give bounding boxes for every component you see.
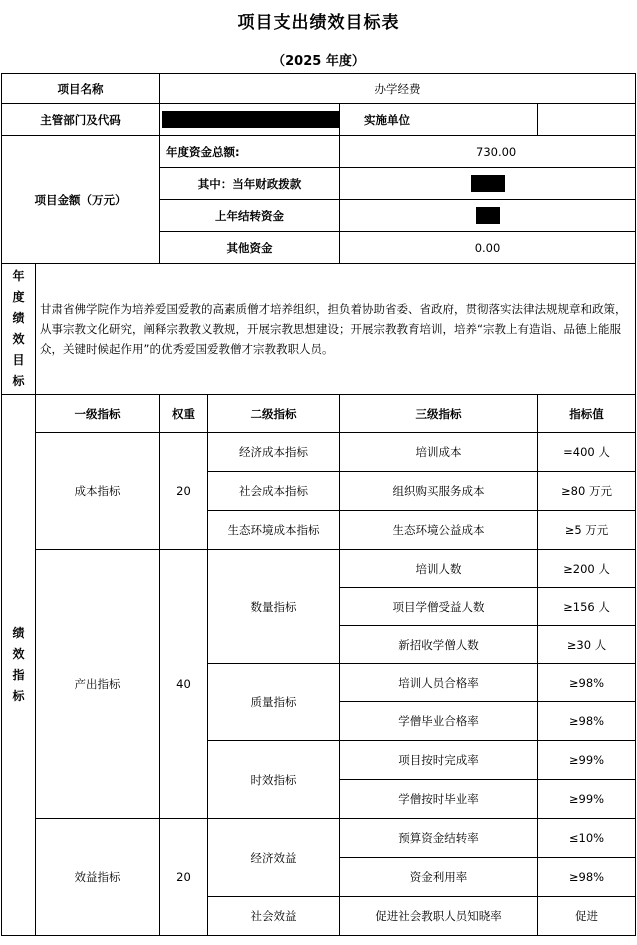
level3-name: 生态环境公益成本 xyxy=(340,511,538,550)
level2-social-cost: 社会成本指标 xyxy=(208,472,340,511)
amount-current-label: 其中：当年财政拨款 xyxy=(160,168,340,200)
level3-value: ≥200 人 xyxy=(538,550,636,588)
level3-name: 培训人员合格率 xyxy=(340,664,538,702)
redacted-block xyxy=(162,111,340,128)
level3-name: 项目按时完成率 xyxy=(340,741,538,780)
page-title: 项目支出绩效目标表 xyxy=(237,13,400,33)
redacted-block xyxy=(476,207,500,224)
impl-label: 实施单位 xyxy=(340,104,538,136)
header-level2: 二级指标 xyxy=(208,395,340,433)
level3-name: 项目学僧受益人数 xyxy=(340,588,538,626)
level3-value: ≥30 人 xyxy=(538,626,636,664)
redacted-block xyxy=(471,175,505,192)
project-name-value: 办学经费 xyxy=(160,74,636,104)
table-row xyxy=(2,819,636,858)
dept-value xyxy=(160,104,340,136)
indicator-label: 绩效指标 xyxy=(2,395,36,936)
level2-econ-cost: 经济成本指标 xyxy=(208,433,340,472)
performance-table xyxy=(1,73,636,936)
header-level3: 三级指标 xyxy=(340,395,538,433)
level2-timeliness: 时效指标 xyxy=(208,741,340,819)
level3-value: ≥98% xyxy=(538,858,636,897)
level3-value: ≥98% xyxy=(538,664,636,702)
impl-value xyxy=(538,104,636,136)
level3-value: ≥156 人 xyxy=(538,588,636,626)
header-weight: 权重 xyxy=(160,395,208,433)
level2-quality: 质量指标 xyxy=(208,664,340,741)
level3-value: 促进 xyxy=(538,897,636,936)
level3-name: 预算资金结转率 xyxy=(340,819,538,858)
department-row xyxy=(2,104,636,136)
table-row xyxy=(2,433,636,472)
level2-econ-benefit: 经济效益 xyxy=(208,819,340,897)
amount-label: 项目金额（万元） xyxy=(2,136,160,264)
level1-output: 产出指标 xyxy=(36,550,160,819)
level3-name: 组织购买服务成本 xyxy=(340,472,538,511)
level3-value: ≥98% xyxy=(538,702,636,741)
dept-label: 主管部门及代码 xyxy=(2,104,160,136)
level2-social-benefit: 社会效益 xyxy=(208,897,340,936)
level3-name: 资金利用率 xyxy=(340,858,538,897)
level3-name: 学僧毕业合格率 xyxy=(340,702,538,741)
level3-name: 学僧按时毕业率 xyxy=(340,780,538,819)
level1-cost: 成本指标 xyxy=(36,433,160,550)
project-name-label: 项目名称 xyxy=(2,74,160,104)
amount-total-label: 年度资金总额: xyxy=(160,136,340,168)
header-level1: 一级指标 xyxy=(36,395,160,433)
level2-eco-cost: 生态环境成本指标 xyxy=(208,511,340,550)
amount-current-value xyxy=(340,168,636,200)
header-value: 指标值 xyxy=(538,395,636,433)
weight-benefit: 20 xyxy=(160,819,208,936)
indicator-header-row xyxy=(2,395,636,433)
weight-output: 40 xyxy=(160,550,208,819)
goal-row xyxy=(2,264,636,395)
level3-value: ≤10% xyxy=(538,819,636,858)
amount-carryover-label: 上年结转资金 xyxy=(160,200,340,232)
level3-name: 培训人数 xyxy=(340,550,538,588)
fiscal-year: （2025 年度） xyxy=(272,54,365,69)
goal-text: 甘肃省佛学院作为培养爱国爱教的高素质僧才培养组织，担负着协助省委、省政府，贯彻落实法律法规规章和政策，从事宗教文化研究，阐释宗教教义教规，开展宗教思想建设；开展宗教教育培训，培养“宗教上有造诣、品德上能服众，关键时候起作用”的优秀爱国爱教僧才宗教教职人员。 xyxy=(36,264,636,395)
level3-name: 新招收学僧人数 xyxy=(340,626,538,664)
amount-carryover-value xyxy=(340,200,636,232)
level3-name: 促进社会教职人员知晓率 xyxy=(340,897,538,936)
amount-other-label: 其他资金 xyxy=(160,232,340,264)
weight-cost: 20 xyxy=(160,433,208,550)
level3-value: ≥80 万元 xyxy=(538,472,636,511)
level1-benefit: 效益指标 xyxy=(36,819,160,936)
amount-row xyxy=(2,136,636,168)
project-name-row xyxy=(2,74,636,104)
level3-value: ≥99% xyxy=(538,780,636,819)
goal-label: 年度绩效目标 xyxy=(2,264,36,395)
amount-other-value: 0.00 xyxy=(340,232,636,264)
level2-quantity: 数量指标 xyxy=(208,550,340,664)
amount-total-value: 730.00 xyxy=(340,136,636,168)
level3-name: 培训成本 xyxy=(340,433,538,472)
table-row xyxy=(2,550,636,588)
level3-value: =400 人 xyxy=(538,433,636,472)
level3-value: ≥99% xyxy=(538,741,636,780)
level3-value: ≥5 万元 xyxy=(538,511,636,550)
